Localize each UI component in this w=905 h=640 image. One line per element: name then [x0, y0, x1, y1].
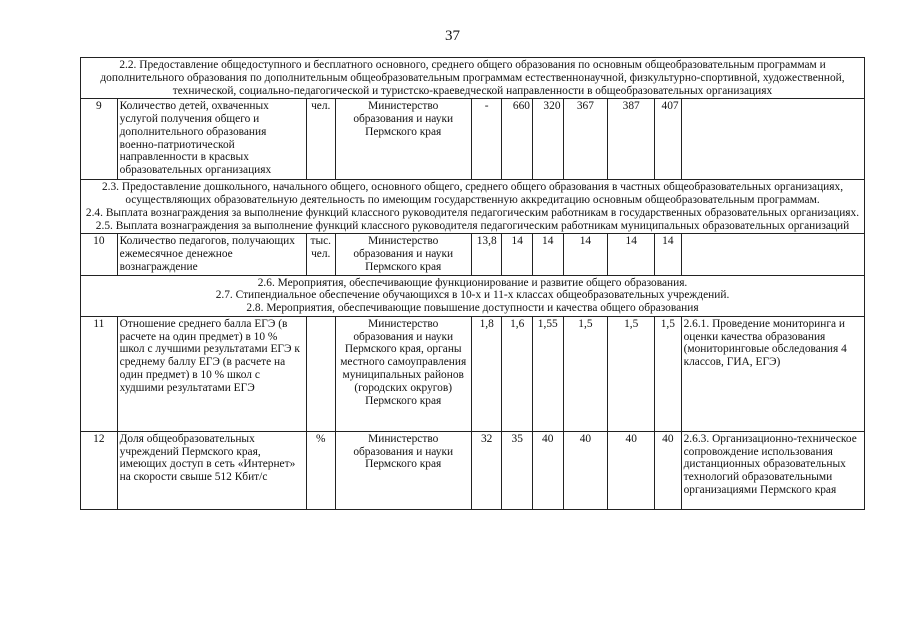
value-cell: - — [471, 99, 502, 180]
value-cell: 40 — [655, 431, 681, 509]
unit: % — [307, 431, 336, 509]
section-2-3: 2.3. Предоставление дошкольного, начального общего, основного общего, среднего общего образования в частных общеобразовательных организациях, осуществляющих образовательную деятельность по имеющим государственную аккредитацию основным общеобразовательным программам. — [101, 181, 844, 207]
unit — [307, 316, 336, 431]
indicator-name: Количество педагогов, получающих ежемесячное денежное вознаграждение — [117, 234, 306, 275]
value-cell: 1,6 — [502, 316, 533, 431]
unit: тыс. чел. — [307, 234, 336, 275]
value-cell: 40 — [563, 431, 608, 509]
page-number: 37 — [445, 28, 460, 44]
row-number: 9 — [81, 99, 118, 180]
value-cell: 1,5 — [655, 316, 681, 431]
indicator-name: Отношение среднего балла ЕГЭ (в расчете на один предмет) в 10 % школ с лучшими результатами ЕГЭ к среднему баллу ЕГЭ (в расчете на один предмет) в 10 % школ с худшими результатами ЕГЭ — [117, 316, 306, 431]
unit: чел. — [307, 99, 336, 180]
value-cell: 14 — [502, 234, 533, 275]
value-cell: 14 — [608, 234, 655, 275]
event-cell — [681, 99, 864, 180]
responsible: Министерство образования и науки Пермского края, органы местного самоуправления муниципальных районов (городских округов) Пермского края — [335, 316, 471, 431]
responsible: Министерство образования и науки Пермского края — [335, 431, 471, 509]
section-2-4: 2.4. Выплата вознаграждения за выполнение функций классного руководителя педагогическим работникам в государственных образовательных организациях. — [85, 206, 860, 219]
value-cell: 14 — [563, 234, 608, 275]
section-2-8: 2.8. Мероприятия, обеспечивающие повышение доступности и качества общего образования — [246, 302, 699, 315]
table-row — [81, 431, 865, 509]
value-cell: 40 — [608, 431, 655, 509]
indicator-name: Количество детей, охваченных услугой получения общего и дополнительного образования военно-патриотической направленности в красвых образовательных организациях — [117, 99, 306, 180]
event-cell: 2.6.3. Организационно-техническое сопровождение использования дистанционных образовательных технологий образовательными организациями Пермского края — [681, 431, 864, 509]
value-cell: 13,8 — [471, 234, 502, 275]
value-cell: 14 — [532, 234, 563, 275]
indicator-name: Доля общеобразовательных учреждений Пермского края, имеющих доступ в сеть «Интернет» на скорости свыше 512 Кбит/с — [117, 431, 306, 509]
section-row-2-3-2-5 — [81, 180, 865, 234]
value-cell: 35 — [502, 431, 533, 509]
value-cell: 1,8 — [471, 316, 502, 431]
responsible: Министерство образования и науки Пермского края — [335, 234, 471, 275]
event-cell — [681, 234, 864, 275]
table-row — [81, 234, 865, 275]
program-indicators-table — [80, 57, 865, 510]
section-2-6: 2.6. Мероприятия, обеспечивающие функционирование и развитие общего образования. — [257, 276, 688, 289]
value-cell: 660 — [502, 99, 533, 180]
value-cell: 407 — [655, 99, 681, 180]
responsible: Министерство образования и науки Пермского края — [335, 99, 471, 180]
value-cell: 14 — [655, 234, 681, 275]
value-cell: 320 — [532, 99, 563, 180]
section-2-5: 2.5. Выплата вознаграждения за выполнение функций классного руководителя педагогическим работникам муниципальных образовательных организаций — [95, 219, 850, 232]
section-row-2-6-2-8 — [81, 275, 865, 316]
value-cell: 40 — [532, 431, 563, 509]
row-number: 12 — [81, 431, 118, 509]
value-cell: 1,5 — [563, 316, 608, 431]
section-group — [81, 275, 865, 316]
value-cell: 1,5 — [608, 316, 655, 431]
value-cell: 387 — [608, 99, 655, 180]
value-cell: 32 — [471, 431, 502, 509]
table-row — [81, 99, 865, 180]
section-group — [81, 180, 865, 234]
value-cell: 1,55 — [532, 316, 563, 431]
row-number: 10 — [81, 234, 118, 275]
table-row — [81, 316, 865, 431]
section-row-2-2 — [81, 58, 865, 99]
value-cell: 367 — [563, 99, 608, 180]
row-number: 11 — [81, 316, 118, 431]
section-2-7: 2.7. Стипендиальное обеспечение обучающихся в 10-х и 11-х классах общеобразовательных учреждений. — [215, 289, 730, 302]
event-cell: 2.6.1. Проведение мониторинга и оценки качества образования (мониторинговые обследования 4 классов, ГИА, ЕГЭ) — [681, 316, 864, 431]
section-2-2: 2.2. Предоставление общедоступного и бесплатного основного, среднего общего образования по основным общеобразовательным программам и дополнительного образования по дополнительным общеобразовательным программам естественнонаучной, физкультурно-спортивной, художественной, технической, социально-педагогической и туристско-краеведческой направленности в общеобразовательных организациях — [81, 58, 865, 99]
